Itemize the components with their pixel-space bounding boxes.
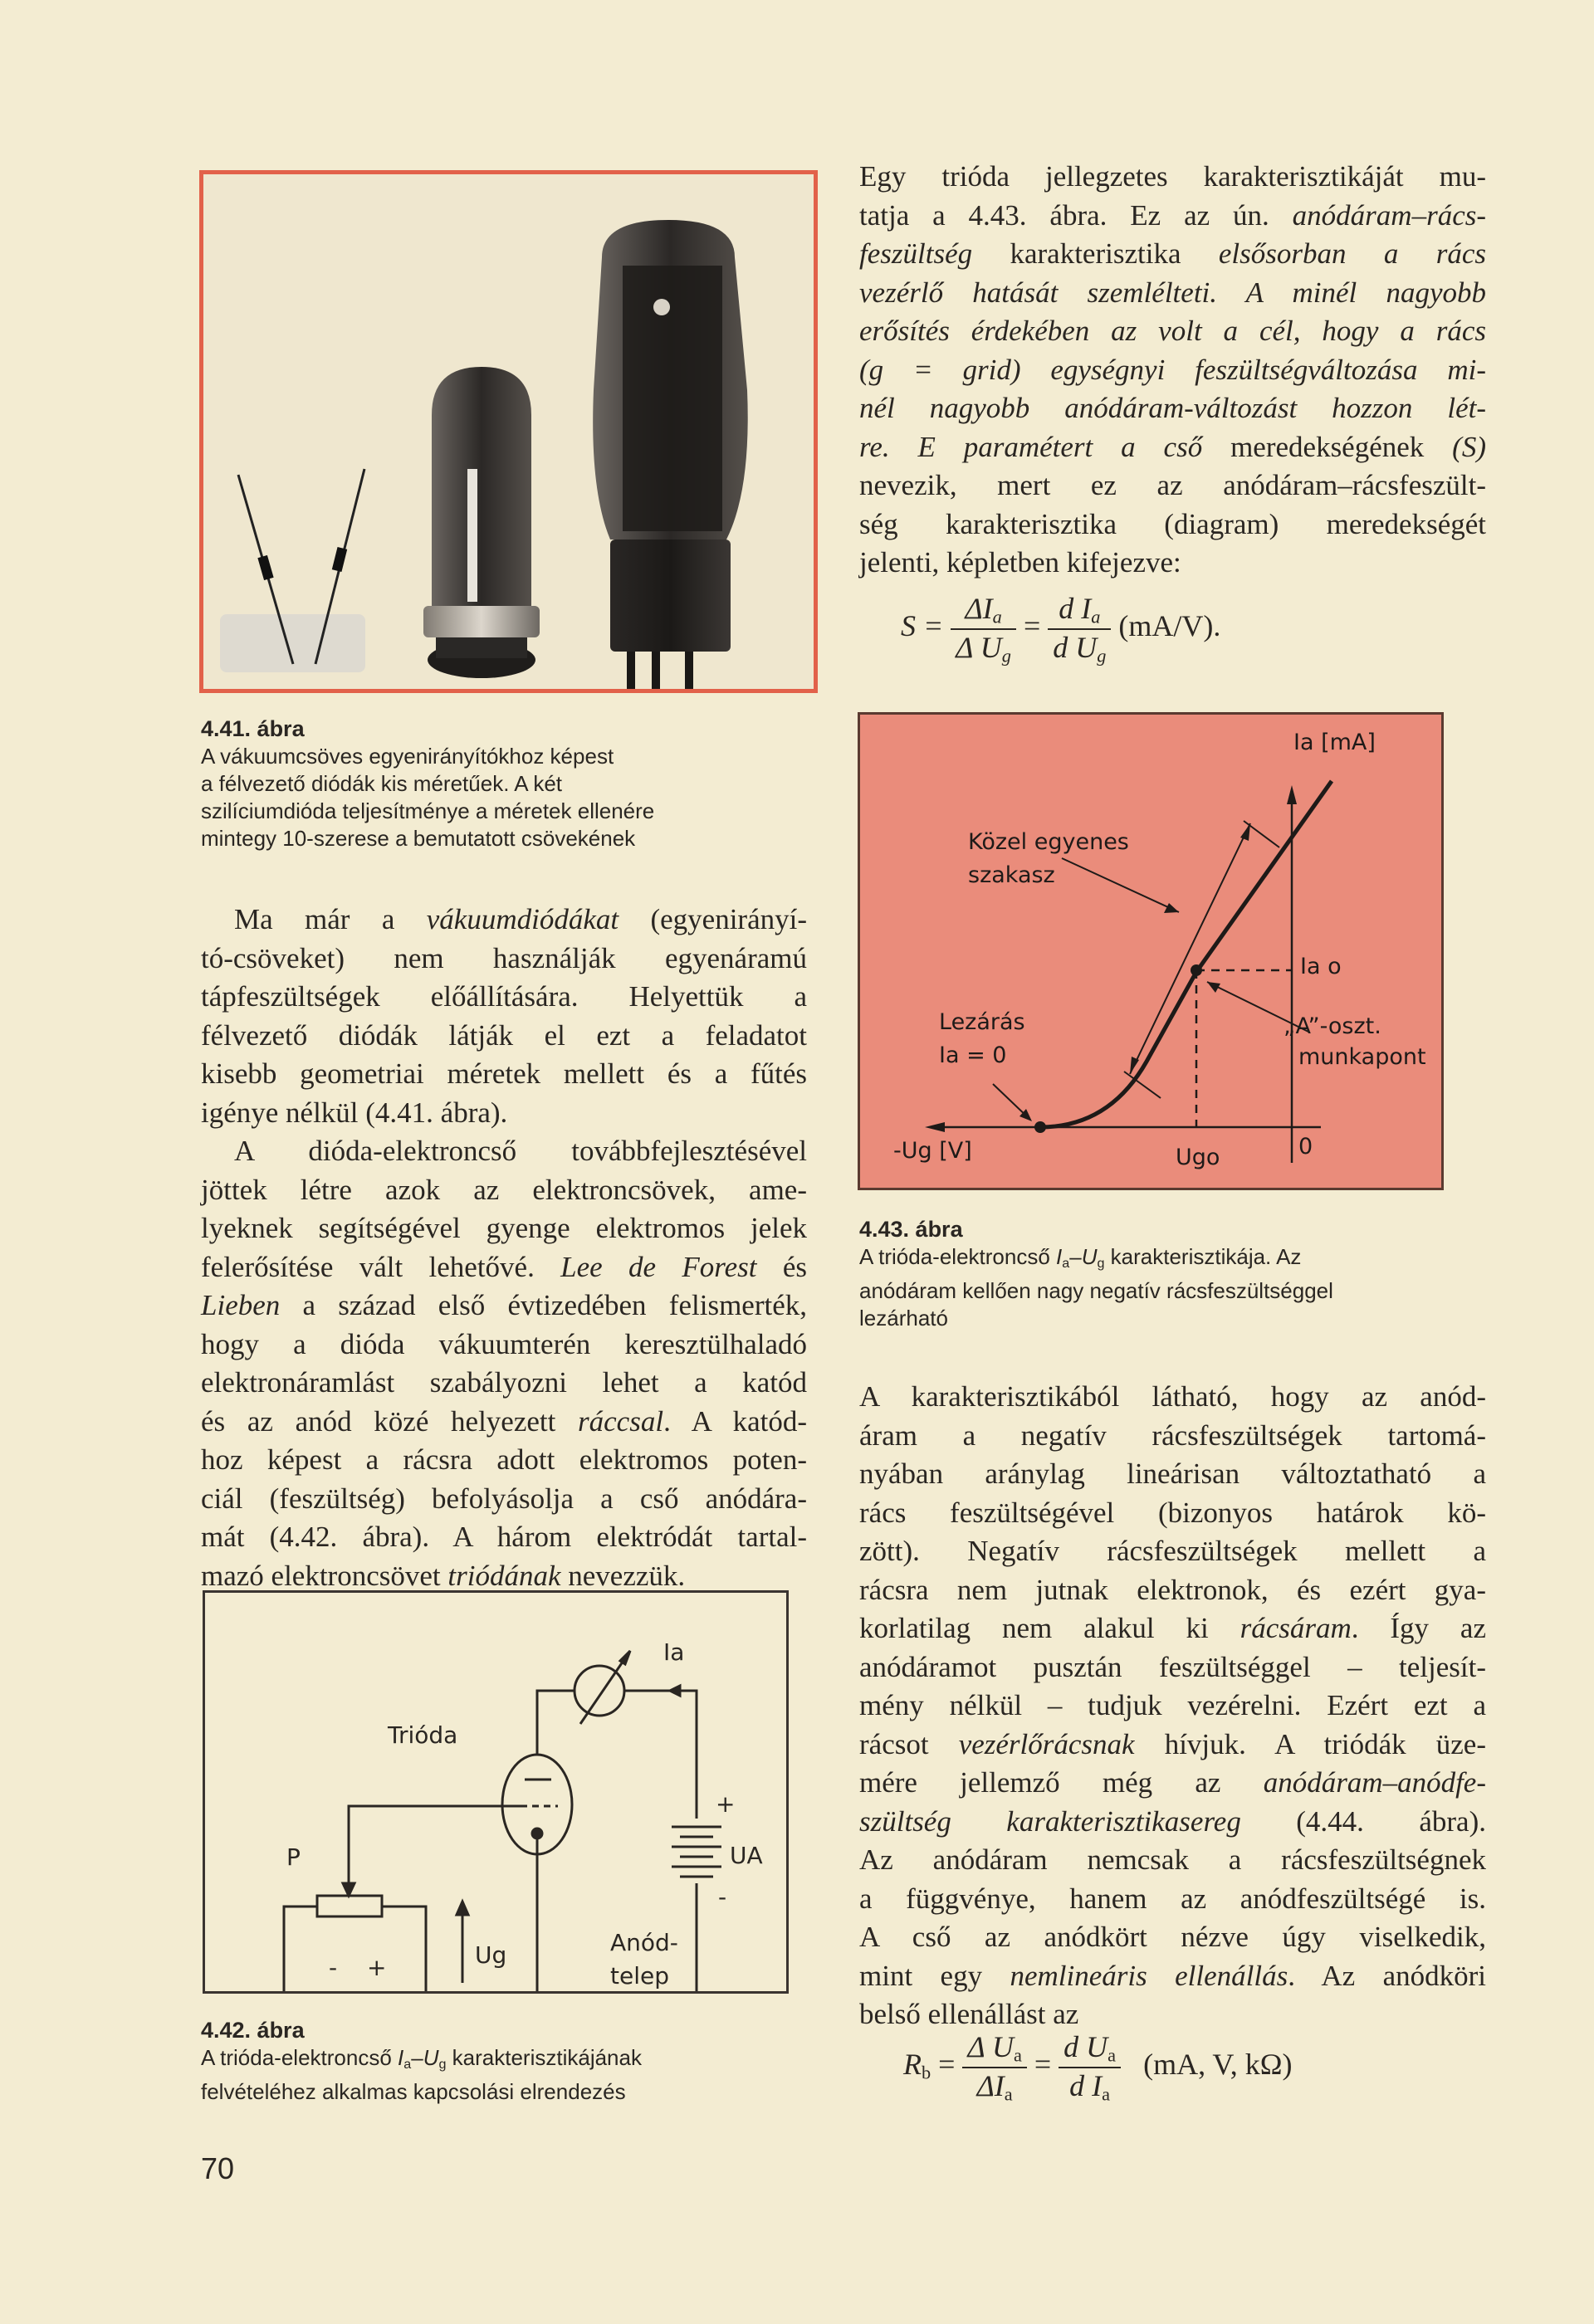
text-line: nél nagyobb anódáram-változást hozzon lét-: [859, 392, 1486, 424]
page-number: 70: [201, 2151, 235, 2185]
figure-443-chart: [858, 712, 1444, 1190]
text-line: (g = grid) egységnyi feszültségváltozása mi-: [859, 353, 1486, 386]
potentiometer-label: P: [286, 1843, 301, 1871]
formula-internal-resistance: $R_b$ = $\frac{\Delta U_a}{\Delta I_a}$ = $\frac{d U_a}{d I_a}$ (mA, V, kΩ): [903, 2030, 1293, 2105]
rectifier-tube: [432, 367, 531, 606]
figure-443-caption: [859, 1216, 1499, 1332]
text-line: mint egy nemlineáris ellenállás. Az anódköri: [859, 1959, 1486, 1992]
caption-line: a félvezető diódák kis méretűek. A két: [201, 771, 563, 796]
text-line: mát (4.42. ábra). A három elektródát tartal-: [201, 1521, 807, 1553]
bias-plus-label: +: [367, 1954, 387, 1981]
caption-line: A trióda-elektroncső $I_a-U_g$ karakterisztikájának: [201, 2045, 642, 2073]
origin-label: 0: [1298, 1134, 1313, 1160]
cutoff-label-2: Ia = 0: [939, 1042, 1007, 1068]
left-paragraph-1: [201, 901, 807, 1132]
figure-441-photo: [199, 170, 818, 693]
right-paragraph-1: [859, 158, 1486, 583]
y-axis-label: Ia [mA]: [1293, 730, 1376, 755]
caption-line: mintegy 10-szerese a bemutatott csövekének: [201, 826, 636, 851]
text-line: félvezető diódák látják el ezt a feladatot: [201, 1018, 807, 1052]
text-line: feszültség karakterisztika elsősorban a rács: [859, 237, 1486, 270]
right-paragraph-2: [859, 1378, 1486, 2034]
figure-number: 4.42. ábra: [201, 2018, 305, 2043]
text-line: nyában aránylag lineárisan változtatható a: [859, 1457, 1486, 1490]
text-line: elektronáramlást szabályozni lehet a katód: [201, 1366, 807, 1399]
text-line: anódáramot pusztán feszültséggel – teljesít-: [859, 1650, 1486, 1683]
text-line: igénye nélkül (4.41. ábra).: [201, 1096, 508, 1129]
caption-line: szilíciumdióda teljesítménye a méretek ellenére: [201, 798, 655, 823]
text-line: jöttek létre azok az elektroncsövek, ame-: [201, 1173, 807, 1206]
figure-442-caption: [201, 2017, 832, 2106]
figure-number: 4.43. ábra: [859, 1217, 963, 1242]
anode-plus-label: +: [716, 1790, 736, 1818]
caption-line: A vákuumcsöves egyenirányítókhoz képest: [201, 744, 614, 769]
left-paragraph-2: [201, 1132, 807, 1595]
text-line: és az anód közé helyezett ráccsal. A katód-: [201, 1404, 808, 1438]
text-line: ség karakterisztika (diagram) meredekségét: [859, 507, 1486, 540]
caption-line: A trióda-elektroncső $I_a-U_g$ karakterisztikája. Az: [859, 1244, 1302, 1272]
figure-441-caption: [201, 715, 832, 852]
anode-battery-label-2: telep: [610, 1962, 669, 1990]
text-line: Az anódáram nemcsak a rácsfeszültségnek: [859, 1843, 1486, 1876]
operating-current-label: Ia o: [1300, 954, 1342, 979]
caption-line: lezárható: [859, 1306, 948, 1331]
text-line: ciál (feszültség) befolyásolja a cső anódára-: [201, 1482, 807, 1515]
text-line: rács feszültségével (bizonyos határok kö-: [859, 1496, 1486, 1529]
bias-minus-label: -: [329, 1954, 338, 1981]
figure-442-circuit: [203, 1590, 789, 1994]
figure-number: 4.41. ábra: [201, 716, 305, 741]
anode-battery-label-1: Anód-: [610, 1929, 678, 1956]
text-line: áram a negatív rácsfeszültségek tartomá-: [859, 1418, 1486, 1452]
text-line: kisebb geometriai méretek mellett és a fűtés: [201, 1057, 807, 1090]
text-line: zött). Negatív rácsfeszültségek mellett a: [859, 1535, 1486, 1567]
operating-point-label-2: munkapont: [1298, 1044, 1426, 1070]
operating-point-label-1: „A”-oszt.: [1284, 1013, 1381, 1039]
operating-voltage-label: Ugo: [1176, 1145, 1220, 1170]
text-line: erősítés érdekében az volt a cél, hogy a rács: [859, 315, 1486, 347]
anode-minus-label: -: [718, 1883, 727, 1911]
vacuum-tubes-and-diodes-photo: [203, 174, 814, 689]
text-line: re. E paramétert a cső meredekségének (S): [859, 430, 1486, 463]
caption-line: anódáram kellően nagy negatív rácsfeszültséggel: [859, 1278, 1333, 1304]
text-line: jelenti, képletben kifejezve:: [859, 546, 1181, 579]
caption-line: felvételéhez alkalmas kapcsolási elrendezés: [201, 2079, 626, 2105]
text-line: rácsra nem jutnak elektronok, és ezért gya-: [859, 1573, 1486, 1606]
x-axis-label: -Ug [V]: [893, 1138, 972, 1164]
anode-voltage-label: UA: [730, 1842, 763, 1869]
text-line: tápfeszültségek előállítására. Helyettük a: [201, 980, 807, 1013]
text-line: tó-csöveket) nem használják egyenáramú: [201, 941, 807, 974]
text-line: rácsot vezérlőrácsnak hívjuk. A triódák üze-: [859, 1727, 1486, 1760]
text-line: felerősítése vált lehetővé. Lee de Forest és: [201, 1250, 807, 1283]
text-line: tatja a 4.43. ábra. Ez az ún. anódáram–rács-: [859, 198, 1486, 232]
text-line: Lieben a század első évtizedében felismerték,: [201, 1289, 807, 1321]
formula-transconductance: S = $\frac{\Delta I_a}{\Delta U_g}$ = $\frac{d I_a}{d U_g}$ (mA/V).: [901, 592, 1221, 666]
text-line: lyeknek segítségével gyenge elektromos jelek: [201, 1212, 807, 1244]
text-line: vezérlő hatását szemlélteti. A minél nagyobb: [859, 276, 1486, 309]
trioda-label: Trióda: [388, 1721, 458, 1749]
linear-segment-label-2: szakasz: [968, 862, 1055, 888]
grid-voltage-label: Ug: [475, 1941, 507, 1969]
text-line: Ma már a vákuumdiódákat (egyenirányí-: [234, 903, 807, 935]
text-line: szültség karakterisztikasereg (4.44. ábra).: [859, 1804, 1486, 1838]
text-line: korlatilag nem alakul ki rácsáram. Így az: [859, 1612, 1486, 1644]
text-line: nevezik, mert ez az anódáram–rácsfeszült-: [859, 469, 1486, 501]
cutoff-label-1: Lezárás: [939, 1009, 1025, 1035]
text-line: a függvénye, hanem az anódfeszültségé is.: [859, 1882, 1486, 1915]
text-line: mény nélkül – tudjuk vezérelni. Ezért ezt a: [859, 1689, 1486, 1721]
text-line: hogy a dióda vákuumterén keresztülhaladó: [201, 1327, 807, 1360]
anode-current-label: Ia: [663, 1638, 685, 1666]
text-line: A dióda-elektroncső továbbfejlesztésével: [234, 1135, 807, 1167]
text-line: hoz képest a rácsra adott elektromos poten-: [201, 1443, 807, 1476]
text-line: Egy trióda jellegzetes karakterisztikáját mu-: [859, 160, 1486, 193]
text-line: mére jellemző még az anódáram–anódfe-: [859, 1766, 1486, 1799]
text-line: A karakterisztikából látható, hogy az anód-: [859, 1380, 1486, 1413]
linear-segment-label-1: Közel egyenes: [968, 829, 1129, 855]
text-line: mazó elektroncsövet triódának nevezzük.: [201, 1559, 686, 1592]
text-line: A cső az anódkört nézve úgy viselkedik,: [859, 1921, 1486, 1953]
text-line: belső ellenállást az: [859, 1998, 1079, 2030]
